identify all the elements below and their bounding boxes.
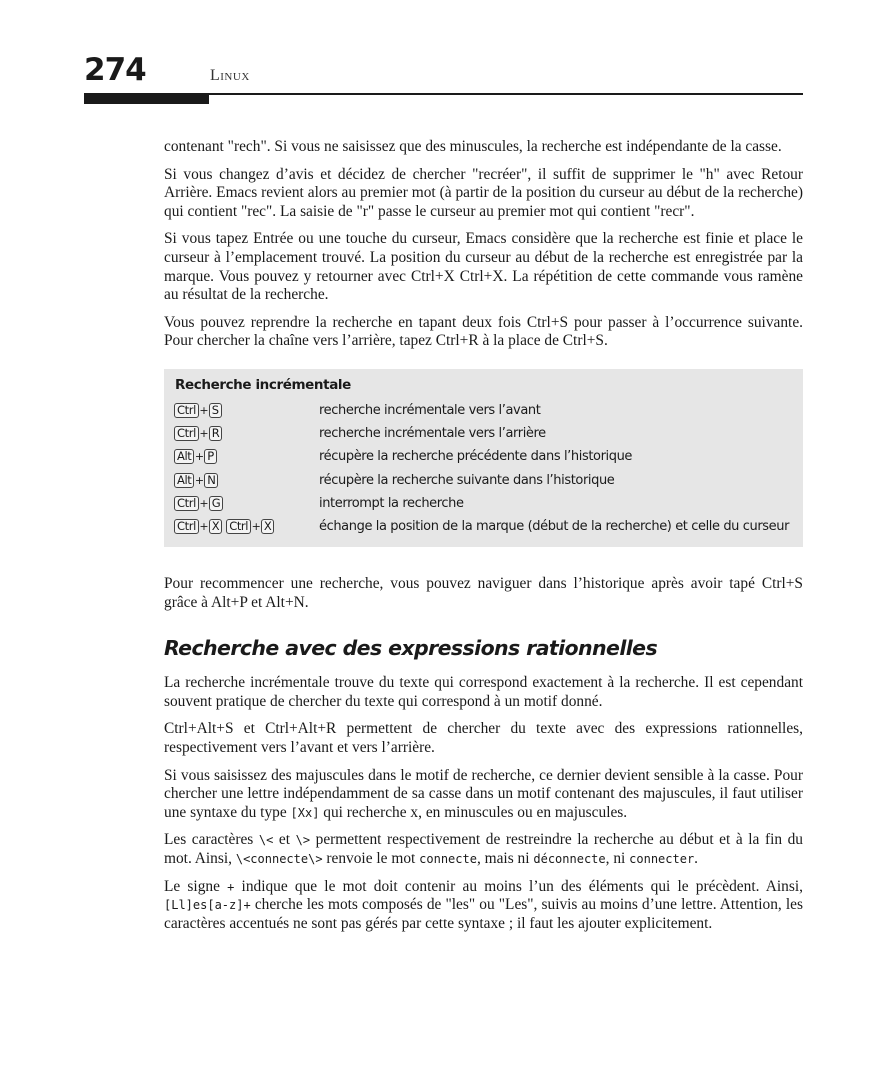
plus-sign: + — [199, 519, 209, 533]
keycap: N — [204, 473, 218, 488]
key-combo — [174, 473, 319, 488]
keycap: Ctrl — [174, 426, 199, 441]
key-combo — [174, 519, 319, 534]
paragraph: contenant "rech". Si vous ne saisissez que des minuscules, la recherche est indépendante de la casse. — [164, 138, 782, 155]
paragraph: Vous pouvez reprendre la recherche en tapant deux fois Ctrl+S pour passer à l’occurrence suivante. Pour chercher la chaîne vers l’arrière, tapez Ctrl+R à la place de Ctrl+S. — [164, 313, 803, 350]
text-run: cherche les mots composés de "les" ou "Les", suivis au moins d’une lettre. Attention, les caractères accentués ne sont pas gérés par cette syntaxe ; il faut les ajouter explicitement. — [164, 896, 803, 932]
inline-code: + — [227, 879, 235, 894]
keycap: Alt — [174, 449, 194, 464]
keycap: X — [261, 519, 274, 534]
shortcut-description: recherche incrémentale vers l’avant — [319, 403, 541, 419]
header-rule-accent — [84, 94, 209, 104]
key-combo — [174, 449, 319, 464]
text-run: , ni — [605, 850, 630, 867]
key-combo — [174, 426, 319, 441]
keycap: S — [209, 403, 222, 418]
shortcut-description: interrompt la recherche — [319, 495, 464, 511]
text-run: , mais ni — [476, 850, 534, 867]
text-run: permettent respectivement de restreindre la recherche au début et à la fin du mot. Ainsi, — [164, 831, 804, 867]
shortcut-description: recherche incrémentale vers l’arrière — [319, 426, 546, 442]
plus-sign: + — [194, 450, 204, 464]
keycap: P — [204, 449, 217, 464]
inline-code: \< — [258, 833, 274, 848]
paragraph — [164, 831, 803, 868]
plus-sign: + — [251, 519, 261, 533]
key-combo — [174, 403, 319, 418]
keycap: Ctrl — [226, 519, 251, 534]
shortcut-description: échange la position de la marque (début de la recherche) et celle du curseur — [319, 518, 790, 534]
inline-code: déconnecte — [533, 852, 606, 866]
paragraph — [164, 878, 803, 934]
page-number: 274 — [84, 52, 146, 88]
paragraph: Pour recommencer une recherche, vous pouvez naviguer dans l’historique après avoir tapé Ctrl+S grâce à Alt+P et Alt+N. — [164, 575, 803, 611]
keycap: G — [209, 496, 224, 511]
text-run: Le signe — [164, 877, 228, 895]
shortcut-description: récupère la recherche suivante dans l’historique — [319, 472, 615, 488]
plus-sign: + — [199, 496, 209, 510]
inline-code: connecter — [629, 852, 695, 866]
paragraph: La recherche incrémentale trouve du texte qui correspond exactement à la recherche. Il est cependant souvent pratique de chercher du texte qui correspond à un motif donné. — [164, 674, 803, 710]
keycap: Alt — [174, 473, 194, 488]
keycap: Ctrl — [174, 496, 199, 511]
page-content — [164, 138, 803, 942]
keycap: R — [209, 426, 223, 441]
text-run: et — [273, 831, 296, 849]
plus-sign: + — [194, 473, 204, 487]
key-combo — [174, 496, 319, 511]
paragraph: Ctrl+Alt+S et Ctrl+Alt+R permettent de chercher du texte avec des expressions rationnelles, respectivement vers l’avant et vers l’arrière. — [164, 720, 803, 757]
section-heading: Recherche avec des expressions rationnelles — [164, 636, 658, 661]
shortcut-row — [174, 422, 793, 445]
text-run: renvoie le mot — [322, 850, 420, 867]
text-run: indique que le mot doit contenir au moins l’un des éléments qui le précèdent. Ainsi, — [234, 877, 803, 895]
keycap: Ctrl — [174, 403, 199, 418]
text-run: Si vous saisissez des majuscules dans le motif de recherche, ce dernier devient sensible à la casse. Pour chercher une lettre indépendamment de sa casse dans un motif contenant des majuscules, il faut utiliser une syntaxe du type — [164, 766, 803, 821]
text-run: . — [694, 850, 699, 867]
shortcut-description: récupère la recherche précédente dans l’historique — [319, 449, 633, 465]
inline-code: [Ll]es[a-z]+ — [164, 898, 251, 913]
shortcut-table-title: Recherche incrémentale — [175, 376, 351, 393]
shortcut-row — [174, 492, 793, 515]
running-head: Linux — [210, 67, 250, 84]
plus-sign: + — [199, 404, 209, 418]
inline-code: connecte — [419, 852, 477, 866]
text-run: qui recherche x, en minuscules ou en majuscules. — [319, 803, 628, 821]
shortcut-row — [174, 469, 793, 492]
paragraph: Si vous changez d’avis et décidez de chercher "recréer", il suffit de supprimer le "h" avec Retour Arrière. Emacs revient alors au premier mot (à partir de la position du curseur au début de la recherche) qui contient "rec". La saisie de "r" passe le curseur au premier mot qui contient "recr". — [164, 165, 803, 220]
paragraph: Si vous tapez Entrée ou une touche du curseur, Emacs considère que la recherche est finie et place le curseur à l’emplacement trouvé. La position du curseur au début de la recherche est enregistrée par la marque. Vous pouvez y retourner avec Ctrl+X Ctrl+X. La répétition de cette commande vous ramène au résultat de la recherche. — [164, 230, 803, 304]
paragraph — [164, 767, 803, 823]
keycap: X — [209, 519, 222, 534]
text-run: Les caractères — [164, 831, 259, 849]
shortcut-row — [174, 445, 793, 468]
inline-code: [Xx] — [290, 805, 320, 820]
keycap: Ctrl — [174, 519, 199, 534]
plus-sign: + — [199, 427, 209, 441]
shortcut-table — [164, 369, 803, 547]
inline-code: \> — [295, 833, 311, 848]
shortcut-row — [174, 399, 793, 422]
shortcut-row — [174, 515, 793, 538]
inline-code: \<connecte\> — [235, 852, 323, 866]
